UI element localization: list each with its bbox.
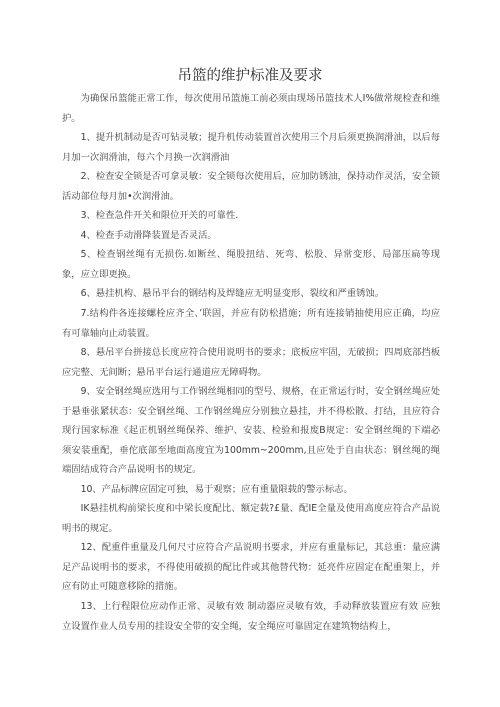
paragraph-13: 13、上行程限位应动作正常、灵敏有效 制动器应灵敏有效，手动释放装置应有效 应独立设置作业人员专用的挂设安全带的安全绳，安全绳应可靠固定在建筑物结构上， [62,601,440,632]
paragraph-5: 5、检查钢丝绳有无损伤.如断丝、绳股扭结、死弯、松股、异常变形、局部压扁等现象，应立即更换。 [62,249,440,280]
document-title: 吊篮的维护标准及要求 [177,68,323,84]
paragraph-11: IK悬挂机构前梁长度和中梁长度配比、额定载?£量、配IE全量及使用高度应符合产品说明书的规定。 [62,503,440,534]
paragraph-4: 4、检查手动滑降装置是否灵活。 [80,230,217,241]
paragraph-6: 6、悬挂机构、悬吊平台的钢结构及焊缝应无明显变形、裂纹和严重锈蚀。 [80,288,385,299]
paragraph-1: 1、提升机制动是否可钻灵敏；提升机传动装置首次使用三个月后须更换润滑油，以后每月加一次润滑油，每六个月换一次润滑油 [62,132,440,163]
paragraph-8: 8、悬吊平台拼接总长度应符合使用说明书的要求；底板应牢固，无破损；四周底部挡板应完整、无间断；悬吊平台运行通道应无障碍物。 [62,347,440,378]
paragraph-10: 10、产品标牌应固定可独，易于观察；应有重量限载的警示标志。 [80,484,353,495]
paragraph-9: 9、安全钢丝绳应选用与工作钢丝绳相同的型号、规格，在正常运行时，安全钢丝绳应处于悬垂张紧状态：安全钢丝绳、工作钢丝绳应分别独立悬挂，并不得松散、打结，且应符合现行国家标准《起正机钢丝绳保养、维护、安装、检验和报废B规定：安全钢丝绳的下端必须安装重配，垂佗底部至地面高度宜为100mm~200mm,且应处于自由状态：钢丝绳的绳端固结成符合产品说明书的规定。 [62,386,440,476]
paragraph-7: 7.结构件各连接螺栓应齐全、’联固，并应有防松措施；所有连接销抽使用应正确，均应有可靠轴向止动装置。 [62,308,440,339]
paragraph-2: 2、检查安全锁是否可拿灵敏：安全锁每次使用后，应加防锈油，保持动作灵活，安全锁活动部位每月加•次润滑油。 [62,171,440,202]
paragraph-3: 3、检查急件开关和限位开关的可靠性. [80,210,239,221]
paragraph-intro: 为确保吊篮能正常工作，每次使用吊篮施工前必须由现场吊篮技术人I%做常规检查和维护。 [62,93,440,124]
paragraph-12: 12、配重件重量及几何尺寸应符合产品说明书要求，并应有重量标记，其总重：量应满足产品说明书的要求，不得使用破损的配比件或其他替代物：延亮件应固定在配重架上，并应有防止可随意移除的措施。 [62,542,440,593]
